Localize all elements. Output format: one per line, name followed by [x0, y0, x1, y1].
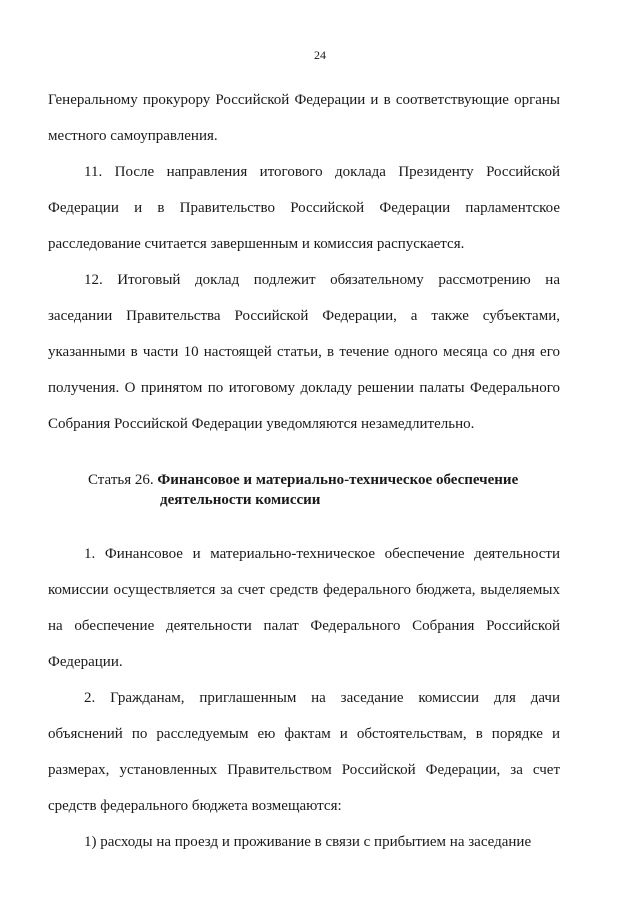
paragraph-11: 11. После направления итогового доклада Президенту Российской Федерации и в Правительство Российской Федерации парламентское расследование считается завершенным и комиссия распускается. — [48, 164, 560, 252]
paragraph-1: 1. Финансовое и материально-техническое обеспечение деятельности комиссии осуществляется за счет средств федерального бюджета, выделяемых на обеспечение деятельности палат Федерального Собрания Российской Федерации. — [48, 546, 560, 670]
list-item-1: 1) расходы на проезд и проживание в связи с прибытием на заседание — [84, 834, 532, 850]
paragraph-12: 12. Итоговый доклад подлежит обязательному рассмотрению на заседании Правительства Российской Федерации, а также субъектами, указанными в части 10 настоящей статьи, в течение одного месяца со дня его получения. О принятом по итоговому докладу решении палаты Федерального Собрания Российской Федерации уведомляются незамедлительно. — [48, 272, 560, 432]
article-title-line1: Финансовое и материально-техническое обеспечение — [157, 472, 519, 488]
page-number: 24 — [314, 48, 326, 62]
text-block-after-heading — [48, 536, 560, 860]
article-heading-line1 — [88, 470, 568, 490]
article-label: Статья 26. — [88, 472, 154, 488]
article-title-line2: деятельности комиссии — [160, 492, 321, 508]
text-block-before-heading — [48, 82, 560, 442]
article-heading — [88, 470, 568, 510]
paragraph-continuation: Генеральному прокурору Российской Федерации и в соответствующие органы местного самоуправления. — [48, 92, 560, 144]
paragraph-2: 2. Гражданам, приглашенным на заседание комиссии для дачи объяснений по расследуемым ею фактам и обстоятельствам, в порядке и размерах, установленных Правительством Российской Федерации, за счет средств федерального бюджета возмещаются: — [48, 690, 560, 814]
